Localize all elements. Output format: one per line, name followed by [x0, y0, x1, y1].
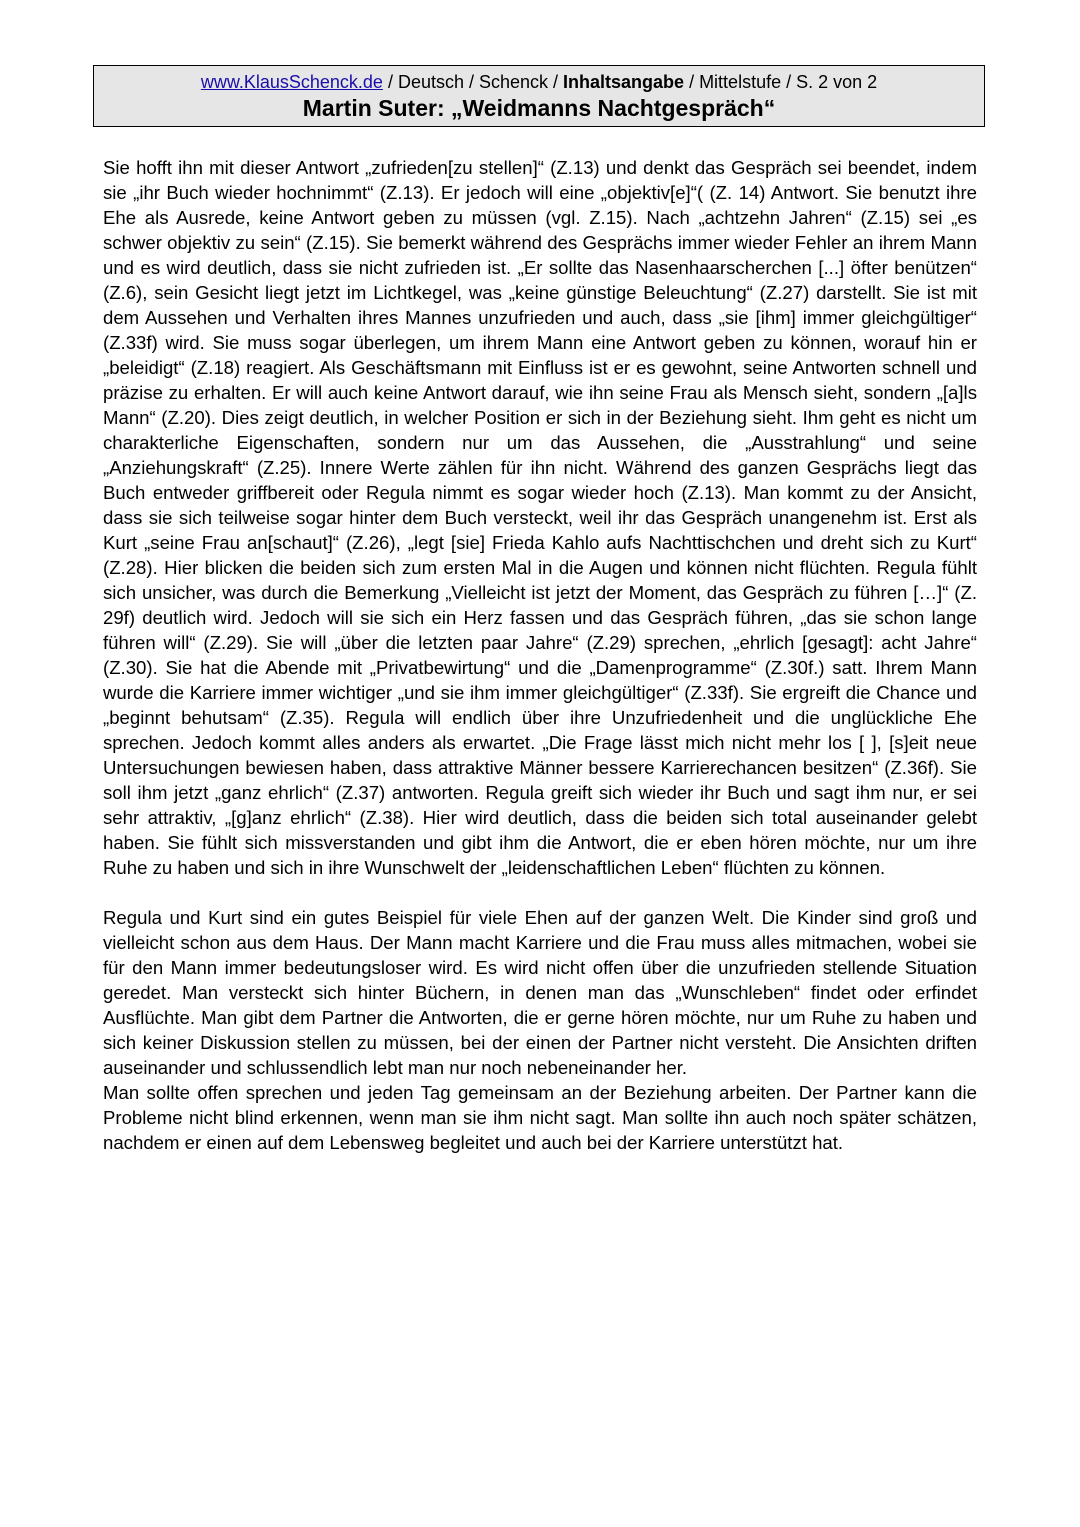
document-title: Martin Suter: „Weidmanns Nachtgespräch“: [302, 95, 776, 121]
header-topic: Inhaltsangabe: [563, 72, 685, 92]
body-paragraph-3: Man sollte offen sprechen und jeden Tag gemeinsam an der Beziehung arbeiten. Der Partner kann die Probleme nicht blind erkennen, wenn man sie ihm nicht sagt. Man sollte ihn auch noch später schätzen, nachdem er einen auf dem Lebensweg begleitet und auch bei der Karriere unterstützt hat.: [103, 1082, 977, 1153]
website-link[interactable]: www.KlausSchenck.de: [200, 72, 383, 92]
header-page-info: / Mittelstufe / S. 2 von 2: [684, 72, 878, 92]
document-body: [103, 155, 977, 1155]
body-paragraph-2: Regula und Kurt sind ein gutes Beispiel für viele Ehen auf der ganzen Welt. Die Kinder sind groß und vielleicht schon aus dem Haus. Der Mann macht Karriere und die Frau muss alles mitmachen, wobei sie für den Mann immer bedeutungsloser wird. Es wird nicht offen über die unzufrieden stellende Situation geredet. Man versteckt sich hinter Büchern, in denen man das „Wunschleben“ findet oder erfindet Ausflüchte. Man gibt dem Partner die Antworten, die er gerne hören möchte, nur um Ruhe zu haben und sich keiner Diskussion stellen zu müssen, bei der einen der Partner nicht versteht. Die Ansichten driften auseinander und schlussendlich lebt man nur noch nebeneinander her.: [103, 907, 977, 1078]
document-header: [93, 65, 985, 127]
paragraph-spacer: [103, 880, 977, 905]
header-meta-line: [94, 71, 984, 93]
header-path-text: / Deutsch / Schenck /: [382, 72, 564, 92]
body-paragraph-1: Sie hofft ihn mit dieser Antwort „zufrieden[zu stellen]“ (Z.13) und denkt das Gespräch sei beendet, indem sie „ihr Buch wieder hochnimmt“ (Z.13). Er jedoch will eine „objektiv[e]“( (Z. 14) Antwort. Sie benutzt ihre Ehe als Ausrede, keine Antwort geben zu müssen (vgl. Z.15). Nach „achtzehn Jahren“ (Z.15) sei „es schwer objektiv zu sein“ (Z.15). Sie bemerkt während des Gesprächs immer wieder Fehler an ihrem Mann und es wird deutlich, dass sie nicht zufrieden ist. „Er sollte das Nasenhaarscherchen [...] öfter benützen“ (Z.6), sein Gesicht liegt jetzt im Lichtkegel, was „keine günstige Beleuchtung“ (Z.27) darstellt. Sie ist mit dem Aussehen und Verhalten ihres Mannes unzufrieden und auch, dass „sie [ihm] immer gleichgültiger“ (Z.33f) wird. Sie muss sogar überlegen, um ihrem Mann eine Antwort geben zu können, worauf hin er „beleidigt“ (Z.18) reagiert. Als Geschäftsmann mit Einfluss ist er es gewohnt, seine Antworten schnell und präzise zu erhalten. Er will auch keine Antwort darauf, wie ihn seine Frau als Mensch sieht, sondern „[a]ls Mann“ (Z.20). Dies zeigt deutlich, in welcher Position er sich in der Beziehung sieht. Ihm geht es nicht um charakterliche Eigenschaften, sondern nur um das Aussehen, die „Ausstrahlung“ und seine „Anziehungskraft“ (Z.25). Innere Werte zählen für ihn nicht. Während des ganzen Gesprächs liegt das Buch entweder griffbereit oder Regula nimmt es sogar wieder hoch (Z.13). Man kommt zu der Ansicht, dass sie sich teilweise sogar hinter dem Buch versteckt, weil ihr das Gespräch unangenehm ist. Erst als Kurt „seine Frau an[schaut]“ (Z.26), „legt [sie] Frieda Kahlo aufs Nachttischchen und dreht sich zu Kurt“ (Z.28). Hier blicken die beiden sich zum ersten Mal in die Augen und können nicht flüchten. Regula fühlt sich unsicher, was durch die Bemerkung „Vielleicht ist jetzt der Moment, das Gespräch zu führen […]“ (Z. 29f) deutlich wird. Jedoch will sie sich ein Herz fassen und das Gespräch führen, „das sie schon lange führen will“ (Z.29). Sie will „über die letzten paar Jahre“ (Z.29) sprechen, „ehrlich [gesagt]: acht Jahre“ (Z.30). Sie hat die Abende mit „Privatbewirtung“ und die „Damenprogramme“ (Z.30f.) satt. Ihrem Mann wurde die Karriere immer wichtiger „und sie ihm immer gleichgültiger“ (Z.33f). Sie ergreift die Chance und „beginnt behutsam“ (Z.35). Regula will endlich über ihre Unzufriedenheit und die unglückliche Ehe sprechen. Jedoch kommt alles anders als erwartet. „Die Frage lässt mich nicht mehr los [ ], [s]eit neue Untersuchungen bewiesen haben, dass attraktive Männer bessere Karrierechancen besitzen“ (Z.36f). Sie soll ihm jetzt „ganz ehrlich“ (Z.37) antworten. Regula greift sich wieder ihr Buch und sagt ihm nur, er sei sehr attraktiv, „[g]anz ehrlich“ (Z.38). Hier wird deutlich, dass die beiden sich total auseinander gelebt haben. Sie fühlt sich missverstanden und gibt ihm die Antwort, die er eben hören möchte, nur um ihre Ruhe zu haben und sich in ihre Wunschwelt der „leidenschaftlichen Leben“ flüchten zu können.: [103, 157, 977, 878]
